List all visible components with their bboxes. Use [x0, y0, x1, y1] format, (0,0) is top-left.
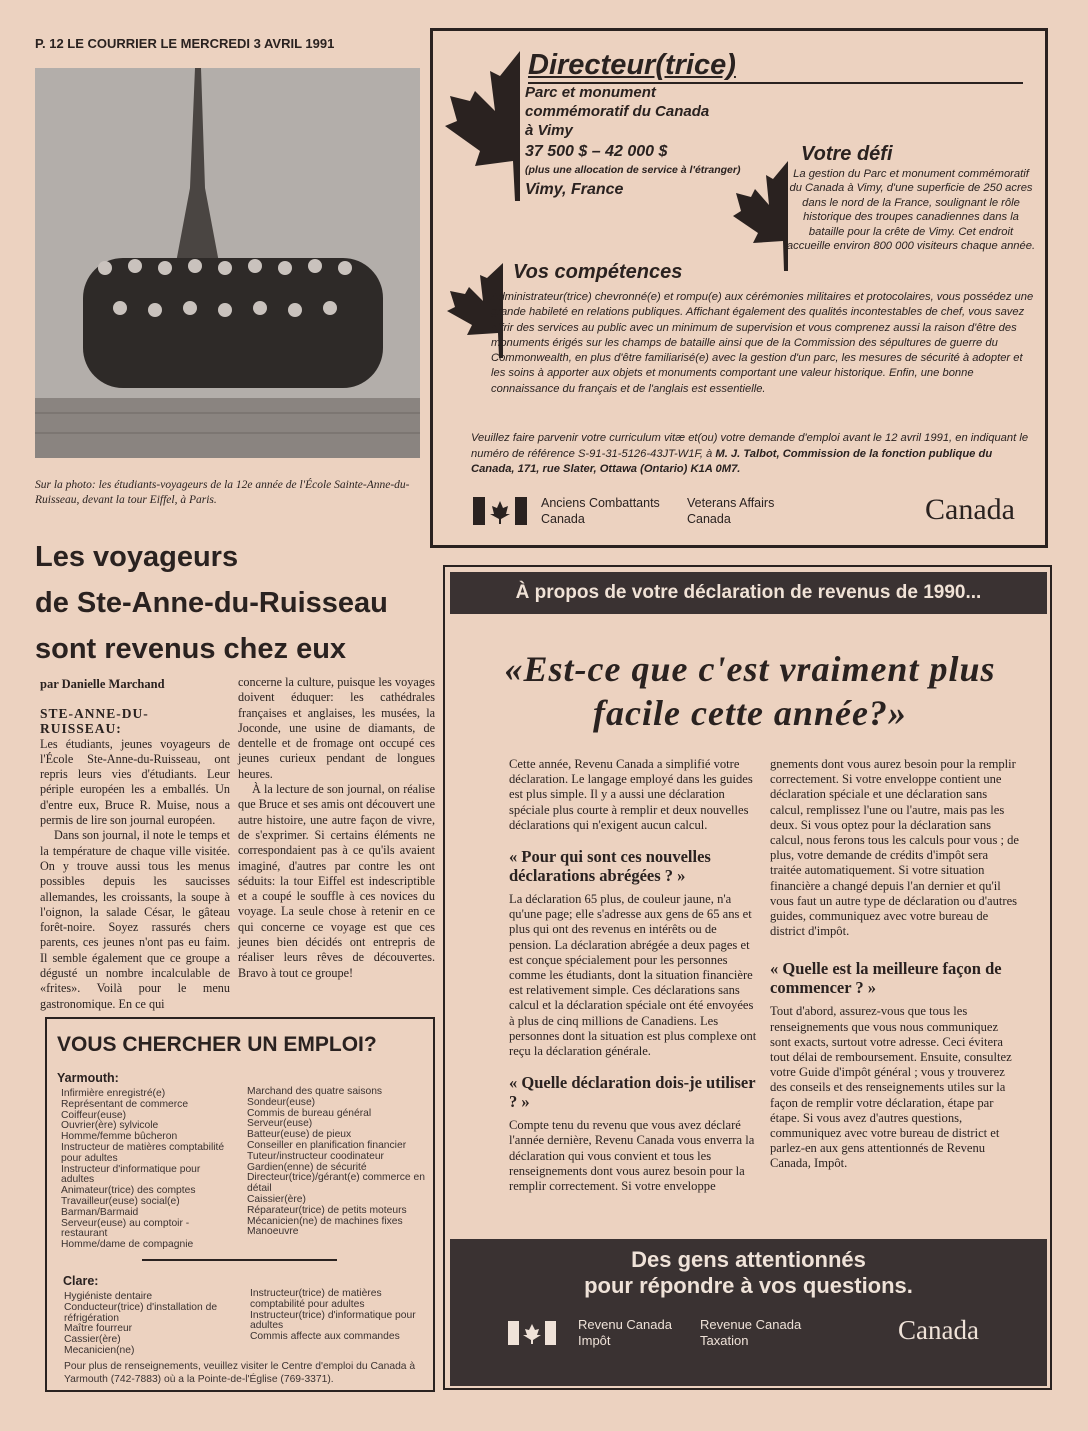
headline-line: de Ste-Anne-du-Ruisseau — [35, 587, 388, 619]
section-clare: Clare: — [63, 1274, 99, 1288]
job-title: Instructeur(trice) d'informatique pour adultes — [250, 1309, 416, 1332]
job-title: Batteur(euse) de pieux — [247, 1129, 352, 1141]
question-heading: « Quelle déclaration dois-je utiliser ? » — [509, 1073, 756, 1112]
headline-line: sont revenus chez eux — [35, 633, 347, 665]
ad-subtitle: commémoratif du Canada — [525, 103, 710, 120]
maple-leaf-icon — [445, 51, 525, 201]
revenue-banner — [450, 1239, 1047, 1386]
jobs-title: VOUS CHERCHER UN EMPLOI? — [57, 1033, 377, 1056]
photo-caption: Sur la photo: les étudiants-voyageurs de la 12e année de l'École Sainte-Anne-du-Ruisseau, devant la tour Eiffel, à Paris. — [35, 479, 410, 506]
revenue-column-2 — [770, 757, 1020, 1172]
job-listing-box — [45, 1017, 435, 1392]
job-title: Serveur(euse) au comptoir - restaurant — [61, 1217, 190, 1240]
dept-name-fr: Impôt — [578, 1333, 611, 1348]
maple-leaf-icon — [733, 161, 793, 271]
location: Vimy, France — [525, 181, 624, 198]
job-title: Réparateur(trice) de petits moteurs — [247, 1204, 407, 1216]
paragraph: concerne la culture, puisque les voyages doivent éduquer: les cathédrales françaises et anglaises, les musées, la Joconde, une usine de diamants, de dentelle et de fromage ont occupé ces jeunes curieux pendant de longues heures. — [238, 675, 435, 781]
canada-wordmark: Canada — [898, 1315, 979, 1345]
revenue-canada-ad — [443, 565, 1052, 1390]
job-title: Instructeur de matières comptabilité pour adultes — [61, 1141, 225, 1164]
canada-wordmark: Canada — [925, 493, 1015, 526]
job-title: Sondeur(euse) — [247, 1096, 316, 1108]
clare-list-right — [250, 1289, 430, 1343]
quote-line: facile cette année?» — [593, 693, 907, 733]
apply-address: M. J. Talbot, Commission de la fonction publique du Canada, 171, rue Slater, Ottawa (Ontario) K1A 0M7. — [471, 447, 993, 475]
article-column-1 — [40, 706, 230, 1012]
page-header: P. 12 LE COURRIER LE MERCREDI 3 AVRIL 1991 — [35, 36, 335, 51]
defi-title: Votre défi — [801, 143, 893, 165]
job-title: Barman/Barmaid — [61, 1206, 139, 1218]
job-title: Directeur(trice)/gérant(e) commerce en détail — [247, 1172, 425, 1195]
job-title: Conseiller en planification financier — [247, 1139, 407, 1151]
defi-text: La gestion du Parc et monument commémoratif du Canada à Vimy, d'une superficie de 250 acres dans le nord de la France, soulignant le rôle historique des troupes canadiennes dans la bataille pour la crête de Vimy. Cet endroit accueille environ 800 000 visiteurs chaque année. — [786, 168, 1036, 253]
paragraph: Dans son journal, il note le temps et la température de chaque ville visitée. On y trouve aussi tous les menus possibles depuis les saucisses allemandes, les croissants, la soupe à l'oignon, la salade César, le gâteau forêt-noire. Soyez rassurés chers parents, ces jeunes n'ont pas eu faim. Il semble également que ce groupe a dégusté un nombre incalculable de «frites». Voilà pour le menu gastronomique. En ce qui — [40, 828, 230, 1011]
answer-continued: gnements dont vous aurez besoin pour la remplir correctement. Si votre enveloppe contient une déclaration spéciale et une déclaration sans calcul, remplissez l'une ou l'autre, mais pas les deux. Si vous optez pour la déclaration sans calcul, nous ferons tous les calculs pour vous ; de plus, votre demande de crédits d'impôt sera traitée automatiquement. Si votre situation financière a changé depuis l'an dernier et qu'il vous faut un autre type de déclaration ou d'autres guides, communiquez avec votre bureau de district d'impôt. — [770, 757, 1020, 939]
answer-text: Tout d'abord, assurez-vous que tous les renseignements que vous nous communiquez sont exacts, surtout votre adresse. Ceci évitera tout délai de remboursement. Ensuite, consultez votre Guide d'impôt général ; vous y trouverez des conseils et des renseignements utiles sur la façon de remplir votre déclaration, étape par étape. Si vous avez d'autres questions, communiquez avec votre bureau de district et parlez-en aux gens attentionnés de Revenu Canada, Impôt. — [770, 1004, 1012, 1171]
banner-line: pour répondre à vos questions. — [584, 1273, 913, 1298]
clare-list-left — [64, 1292, 239, 1357]
canada-flag-icon — [473, 497, 527, 530]
divider — [142, 1259, 337, 1261]
job-title: Mecanicien(ne) — [64, 1344, 135, 1356]
headline-line: Les voyageurs — [35, 541, 239, 573]
job-title: Commis de bureau général — [247, 1107, 372, 1119]
canada-flag-icon — [508, 1321, 556, 1350]
job-title: Représentant de commerce — [61, 1098, 189, 1110]
job-title: Commis affecte aux commandes — [250, 1331, 400, 1343]
apply-instructions: Veuillez faire parvenir votre curriculum vitæ et(ou) votre demande d'emploi avant le 12 avril 1991, en indiquant le numéro de référence S-91-31-5126-43JT-W1F, à — [471, 432, 1029, 460]
salary: 37 500 $ – 42 000 $ — [525, 143, 668, 160]
dept-name-en: Taxation — [700, 1333, 749, 1348]
dept-name-fr: Anciens Combattants — [541, 496, 660, 510]
job-title: Marchand des quatre saisons — [247, 1086, 383, 1097]
paragraph: Les étudiants, jeunes voyageurs de l'École Ste-Anne-du-Ruisseau, ont repris leurs vies d'étudiants. Leur périple européen les a emballés. Un d'entre eux, Bruce R. Muise, nous a permis de lire son journal européen. — [40, 736, 230, 828]
answer-text: Compte tenu du revenu que vous avez déclaré l'année dernière, Revenu Canada vous enverra la déclaration qui vous convient et tous les renseignements dont vous aurez besoin pour la remplir correctement. Si votre enveloppe — [509, 1118, 755, 1194]
job-title: Cassier(ère) — [64, 1334, 121, 1346]
vimy-job-ad — [430, 28, 1048, 548]
article-headline — [35, 534, 435, 672]
job-title: Travailleur(euse) social(e) — [61, 1195, 180, 1207]
dept-name-fr: Revenu Canada — [578, 1317, 672, 1332]
article-column-2 — [238, 675, 435, 981]
handwritten-quote — [455, 647, 1045, 735]
banner-line: Des gens attentionnés — [631, 1247, 866, 1272]
dept-name-en: Revenue Canada — [700, 1317, 802, 1332]
job-title: Coiffeur(euse) — [61, 1109, 127, 1121]
job-title: Gardien(enne) de sécurité — [247, 1161, 367, 1173]
job-title: Ouvrier(ère) sylvicole — [61, 1120, 159, 1132]
dept-name-fr: Canada — [541, 512, 585, 526]
job-title: Homme/dame de compagnie — [61, 1239, 194, 1251]
dateline: STE-ANNE-DU-RUISSEAU: — [40, 706, 149, 737]
dept-name-en: Veterans Affairs — [687, 496, 775, 510]
yarmouth-list-right — [247, 1087, 427, 1238]
byline: par Danielle Marchand — [40, 677, 165, 691]
ad-title: Directeur(trice) — [528, 49, 736, 81]
job-title: Serveur(euse) — [247, 1118, 313, 1130]
eiffel-tower-photo — [35, 68, 420, 458]
ad-subtitle: à Vimy — [525, 122, 573, 139]
jobs-footer: Pour plus de renseignements, veuillez visiter le Centre d'emploi du Canada à Yarmouth (742-7883) où a la Pointe-de-l'Église (769-3371). — [64, 1361, 416, 1385]
job-title: Instructeur(trice) de matières comptabilité pour adultes — [250, 1288, 382, 1310]
ad-title-bar: À propos de votre déclaration de revenus de 1990... — [450, 572, 1047, 614]
ad-subtitle: Parc et monument — [525, 84, 656, 101]
job-title: Infirmière enregistré(e) — [61, 1088, 166, 1099]
job-title: Animateur(trice) des comptes — [61, 1185, 196, 1197]
job-title: Manoeuvre — [247, 1226, 299, 1238]
job-title: Mécanicien(ne) de machines fixes — [247, 1215, 403, 1227]
job-title: Homme/femme bûcheron — [61, 1131, 178, 1143]
dept-name-en: Canada — [687, 512, 731, 526]
job-title: Instructeur d'informatique pour adultes — [61, 1163, 201, 1186]
paragraph: À la lecture de son journal, on réalise que Bruce et ses amis ont découvert une autre histoire, une autre façon de vivre, de s'exprimer. Si certains éléments ne correspondaient pas à ce qu'ils avaient imaginé, d'autres par contre les ont séduits: la tour Eiffel est indescriptible et a coupé le souffle à ces novices du voyage. La seule chose à retenir en ce qui concerne ce voyage est que ces jeunes bien décidés ont entrepris de réaliser leurs rêves de découvertes. Bravo à tout ce groupe! — [238, 782, 435, 980]
competences-text: Administrateur(trice) chevronné(e) et rompu(e) aux cérémonies militaires et protocolaires, vous possédez une grande habileté en relations publiques. Affichant également des qualités incontestables de chef, vous savez offrir des services au public avec un minimum de supervision et vous comprenez aussi la raison d'être des monuments érigés sur les champs de bataille ainsi que de la Commission des sépultures de guerre du Commonwealth, en plus d'être familiarisé(e) avec la gestion d'un parc, les mesures de sécurité à adopter et les soins à apporter aux objets et monuments comportant une valeur historique. Enfin, une bonne connaissance du français et de l'anglais est essentielle. — [491, 291, 1034, 395]
intro-text: Cette année, Revenu Canada a simplifié votre déclaration. Le langage employé dans les guides est plus simple. Il y a aussi une déclaration spéciale plus courte à remplir et deux nouvelles déclarations qui n'exigent aucun calcul. — [509, 757, 753, 832]
quote-line: «Est-ce que c'est vraiment plus — [504, 649, 996, 689]
job-title: Conducteur(trice) d'installation de réfrigération — [64, 1301, 218, 1324]
job-title: Tuteur/instructeur coodinateur — [247, 1150, 384, 1162]
question-heading: « Quelle est la meilleure façon de commencer ? » — [770, 959, 1002, 998]
group-photo — [35, 68, 420, 458]
job-title: Hygiéniste dentaire — [64, 1291, 153, 1302]
job-title: Maître fourreur — [64, 1323, 133, 1335]
section-yarmouth: Yarmouth: — [57, 1071, 119, 1085]
job-title: Caissier(ère) — [247, 1193, 306, 1205]
yarmouth-list-left — [61, 1089, 226, 1251]
allowance: (plus une allocation de service à l'étranger) — [525, 164, 741, 176]
competences-title: Vos compétences — [513, 261, 683, 283]
answer-text: La déclaration 65 plus, de couleur jaune, n'a qu'une page; elle s'adresse aux gens de 65 ans et plus qui ont des revenus en intérêts ou de pension. La déclaration abrégée a deux pages et est conçue spécialement pour les personnes comme les étudiants, dont la situation financière est relativement simple. Ces déclarations sans calcul et la déclaration spéciale ont été envoyées à plus de cinq millions de Canadiens. Les personnes dont la situation est plus complexe ont reçu la déclaration générale. — [509, 892, 757, 1059]
revenue-column-1 — [509, 757, 759, 1193]
apply-text — [471, 431, 1036, 478]
question-heading: « Pour qui sont ces nouvelles déclarations abrégées ? » — [509, 847, 711, 886]
